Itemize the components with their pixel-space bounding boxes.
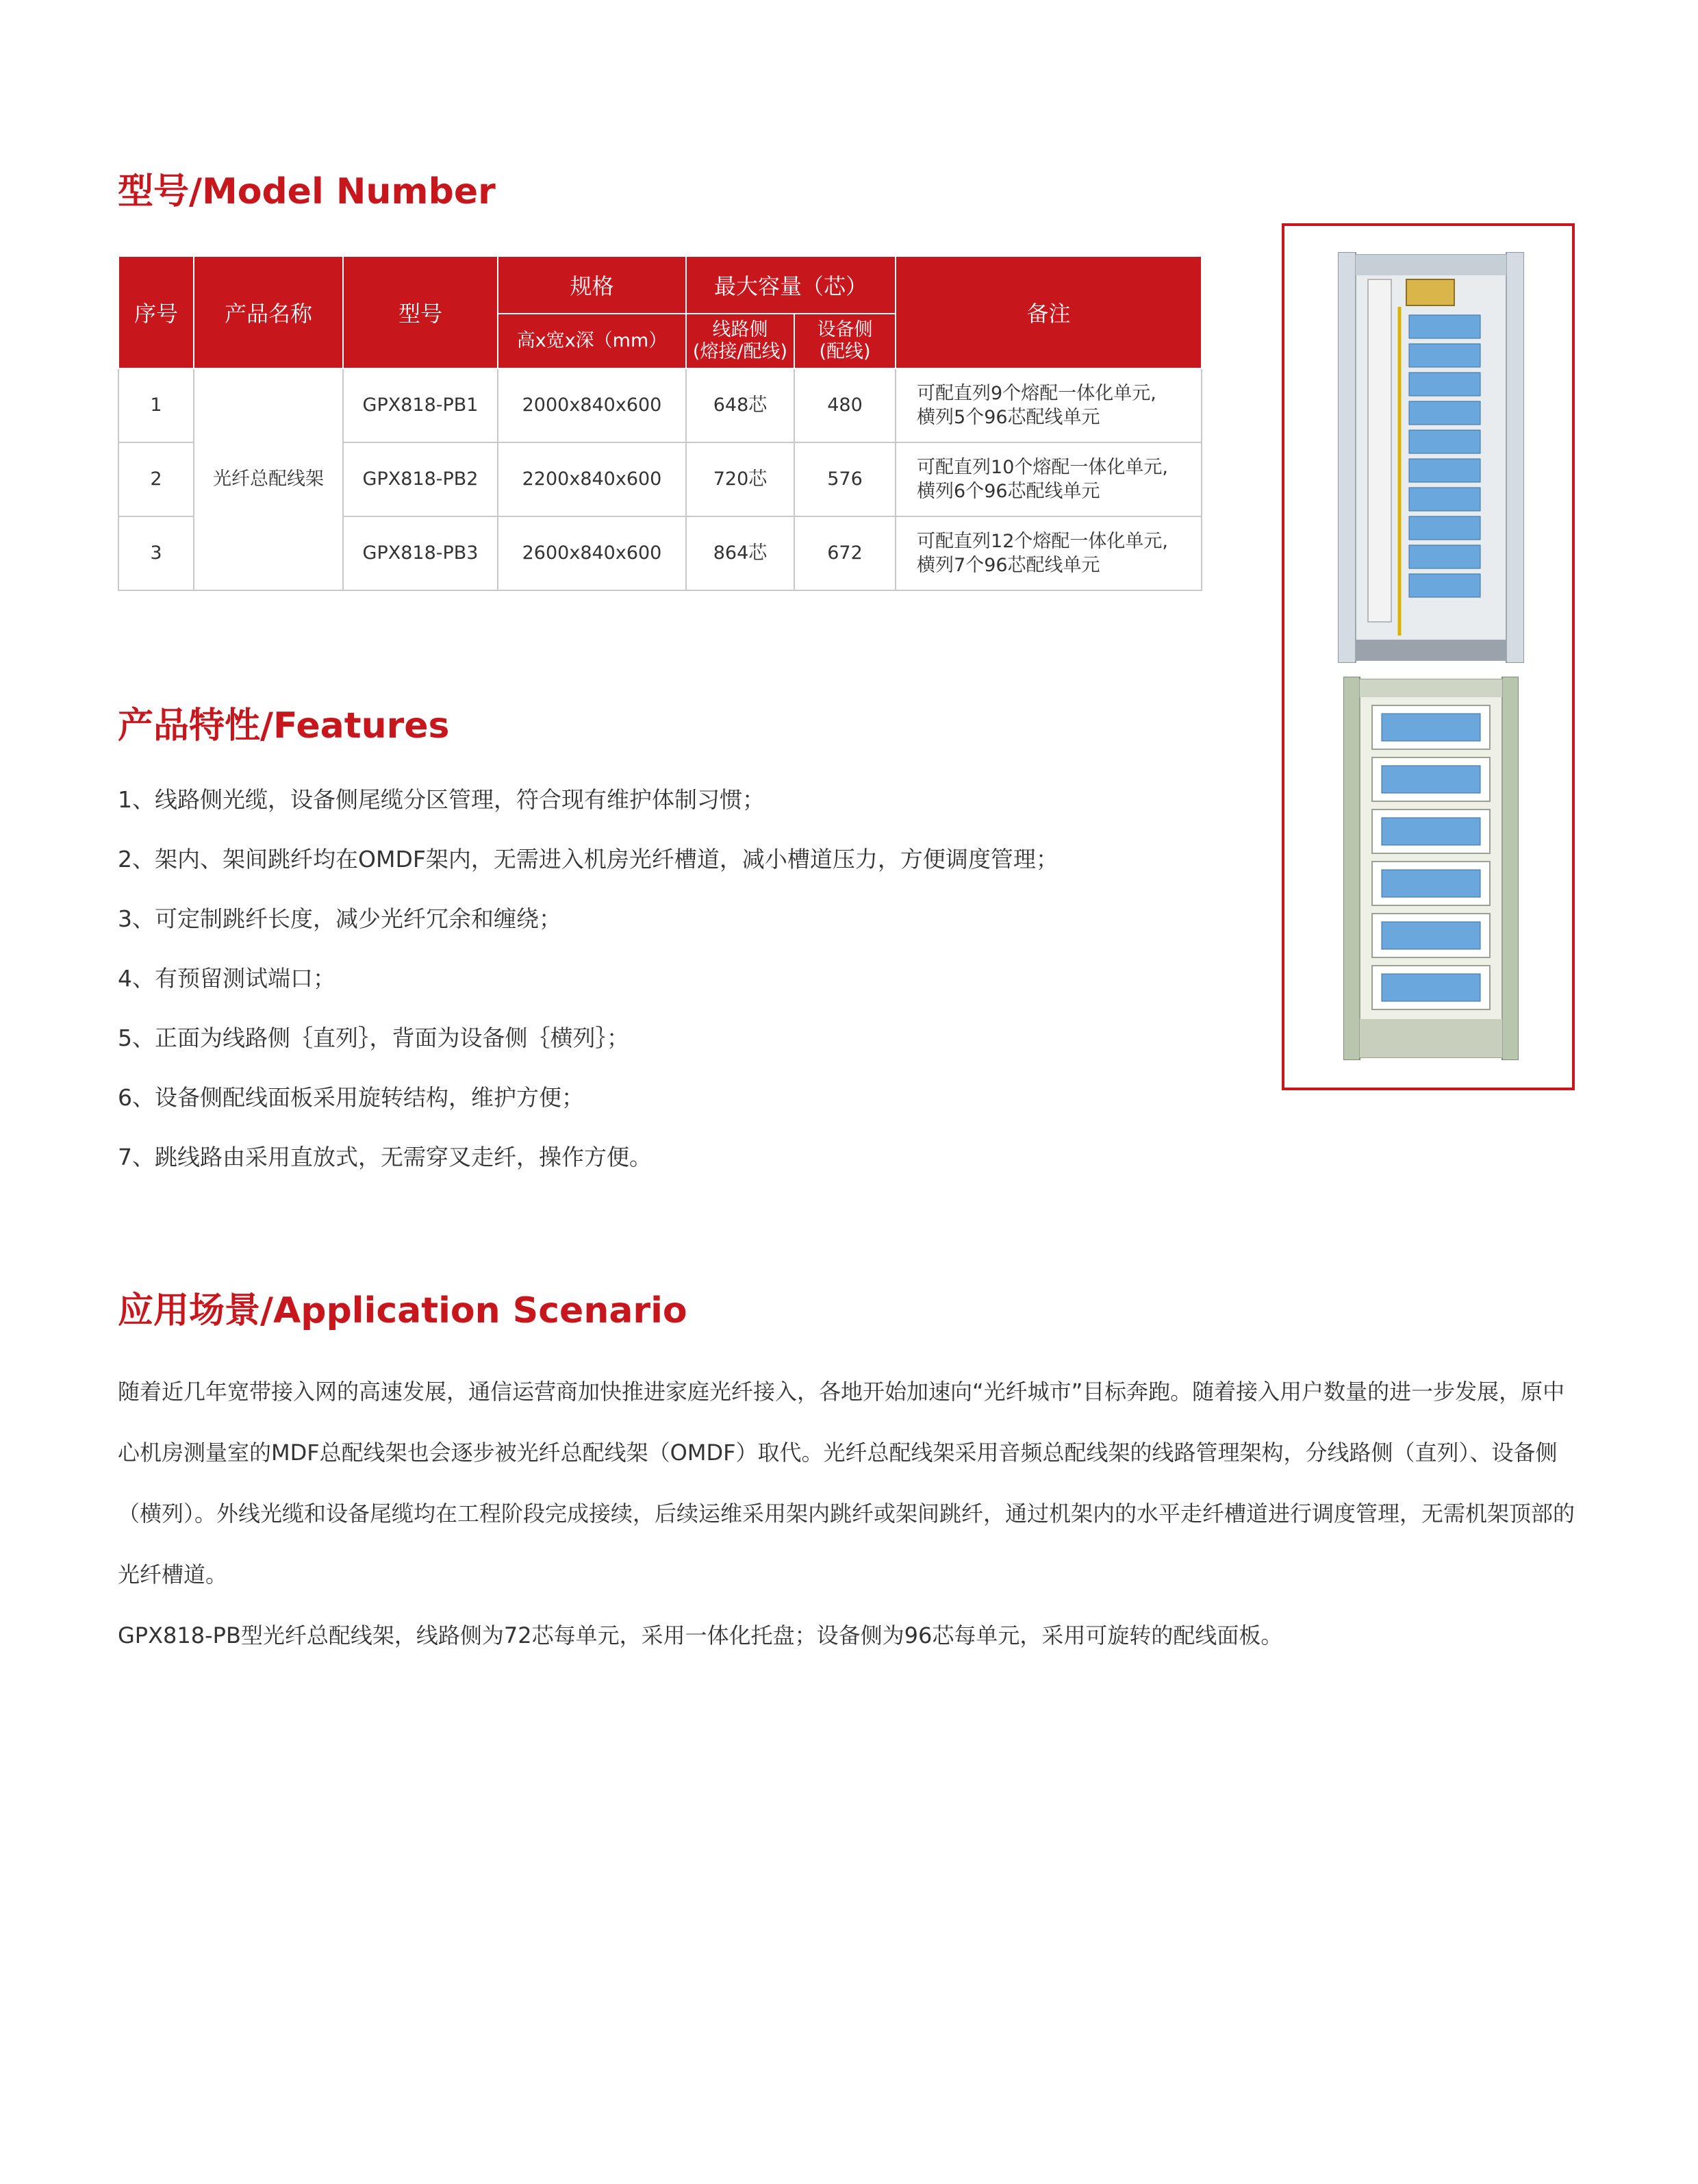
product-photo-frame bbox=[1282, 223, 1575, 1090]
feature-item: 4、有预留测试端口； bbox=[118, 965, 335, 992]
header-spec-dimensions: 高x宽x深（mm） bbox=[498, 314, 686, 368]
feature-item: 5、正面为线路侧｛直列｝，背面为设备侧｛横列｝； bbox=[118, 1025, 629, 1051]
row-equip-capacity: 576 bbox=[794, 442, 896, 516]
row-equip-capacity: 672 bbox=[794, 516, 896, 590]
table-row bbox=[118, 368, 1202, 442]
product-name-cell: 光纤总配线架 bbox=[194, 368, 343, 590]
row-note bbox=[896, 516, 1202, 590]
row-size: 2200x840x600 bbox=[498, 442, 686, 516]
model-table bbox=[118, 255, 1202, 591]
front-cabinet-image bbox=[1338, 252, 1524, 663]
row-note bbox=[896, 368, 1202, 442]
header-line-side-label: 线路侧 bbox=[712, 318, 768, 340]
row-size: 2000x840x600 bbox=[498, 368, 686, 442]
row-note-line2: 横列7个96芯配线单元 bbox=[917, 555, 1100, 576]
application-section-title: 应用场景/Application Scenario bbox=[118, 1290, 687, 1331]
row-line-capacity: 864芯 bbox=[686, 516, 794, 590]
header-equip-side-label: 设备侧 bbox=[817, 318, 873, 340]
rear-cabinet-image bbox=[1343, 677, 1519, 1060]
row-note-line2: 横列5个96芯配线单元 bbox=[917, 407, 1100, 428]
feature-item: 6、设备侧配线面板采用旋转结构，维护方便； bbox=[118, 1084, 584, 1111]
row-line-capacity: 648芯 bbox=[686, 368, 794, 442]
row-note-line2: 横列6个96芯配线单元 bbox=[917, 481, 1100, 502]
row-size: 2600x840x600 bbox=[498, 516, 686, 590]
row-note-line1: 可配直列10个熔配一体化单元, bbox=[917, 456, 1168, 478]
features-section-title: 产品特性/Features bbox=[118, 705, 450, 746]
header-capacity: 最大容量（芯） bbox=[686, 256, 896, 314]
header-equip-side-note: (配线) bbox=[819, 341, 871, 362]
application-paragraph: 随着近几年宽带接入网的高速发展，通信运营商加快推进家庭光纤接入，各地开始加速向“光纤城市”目标奔跑。随着接入用户数量的进一步发展，原中心机房测量室的MDF总配线架也会逐步被光纤总配线架（OMDF）取代。光纤总配线架采用音频总配线架的线路管理架构，分线路侧（直列）、设备侧（横列）。外线光缆和设备尾缆均在工程阶段完成接续，后续运维采用架内跳纤或架间跳纤，通过机架内的水平走纤槽道进行调度管理，无需机架顶部的光纤槽道。 bbox=[118, 1379, 1575, 1587]
row-index: 2 bbox=[118, 442, 194, 516]
model-section-title: 型号/Model Number bbox=[118, 171, 496, 212]
row-note bbox=[896, 442, 1202, 516]
features-list bbox=[118, 785, 1059, 1202]
row-index: 3 bbox=[118, 516, 194, 590]
header-index: 序号 bbox=[118, 256, 194, 368]
header-product-name: 产品名称 bbox=[194, 256, 343, 368]
feature-item: 1、线路侧光缆，设备侧尾缆分区管理，符合现有维护体制习惯； bbox=[118, 786, 765, 813]
row-equip-capacity: 480 bbox=[794, 368, 896, 442]
header-line-side bbox=[686, 314, 794, 368]
row-index: 1 bbox=[118, 368, 194, 442]
header-model: 型号 bbox=[343, 256, 498, 368]
header-line-side-note: (熔接/配线) bbox=[692, 341, 788, 362]
row-note-line1: 可配直列9个熔配一体化单元, bbox=[917, 382, 1156, 404]
row-model: GPX818-PB1 bbox=[343, 368, 498, 442]
row-note-line1: 可配直列12个熔配一体化单元, bbox=[917, 530, 1168, 552]
row-model: GPX818-PB2 bbox=[343, 442, 498, 516]
header-spec: 规格 bbox=[498, 256, 686, 314]
row-line-capacity: 720芯 bbox=[686, 442, 794, 516]
header-remark: 备注 bbox=[896, 256, 1202, 368]
feature-item: 7、跳线路由采用直放式，无需穿叉走纤，操作方便。 bbox=[118, 1144, 652, 1170]
row-model: GPX818-PB3 bbox=[343, 516, 498, 590]
header-equip-side bbox=[794, 314, 896, 368]
feature-item: 2、架内、架间跳纤均在OMDF架内，无需进入机房光纤槽道，减小槽道压力，方便调度管理； bbox=[118, 846, 1059, 873]
application-paragraph: GPX818-PB型光纤总配线架，线路侧为72芯每单元，采用一体化托盘；设备侧为96芯每单元，采用可旋转的配线面板。 bbox=[118, 1622, 1283, 1648]
feature-item: 3、可定制跳纤长度，减少光纤冗余和缠绕； bbox=[118, 905, 561, 932]
application-text bbox=[118, 1361, 1583, 1666]
